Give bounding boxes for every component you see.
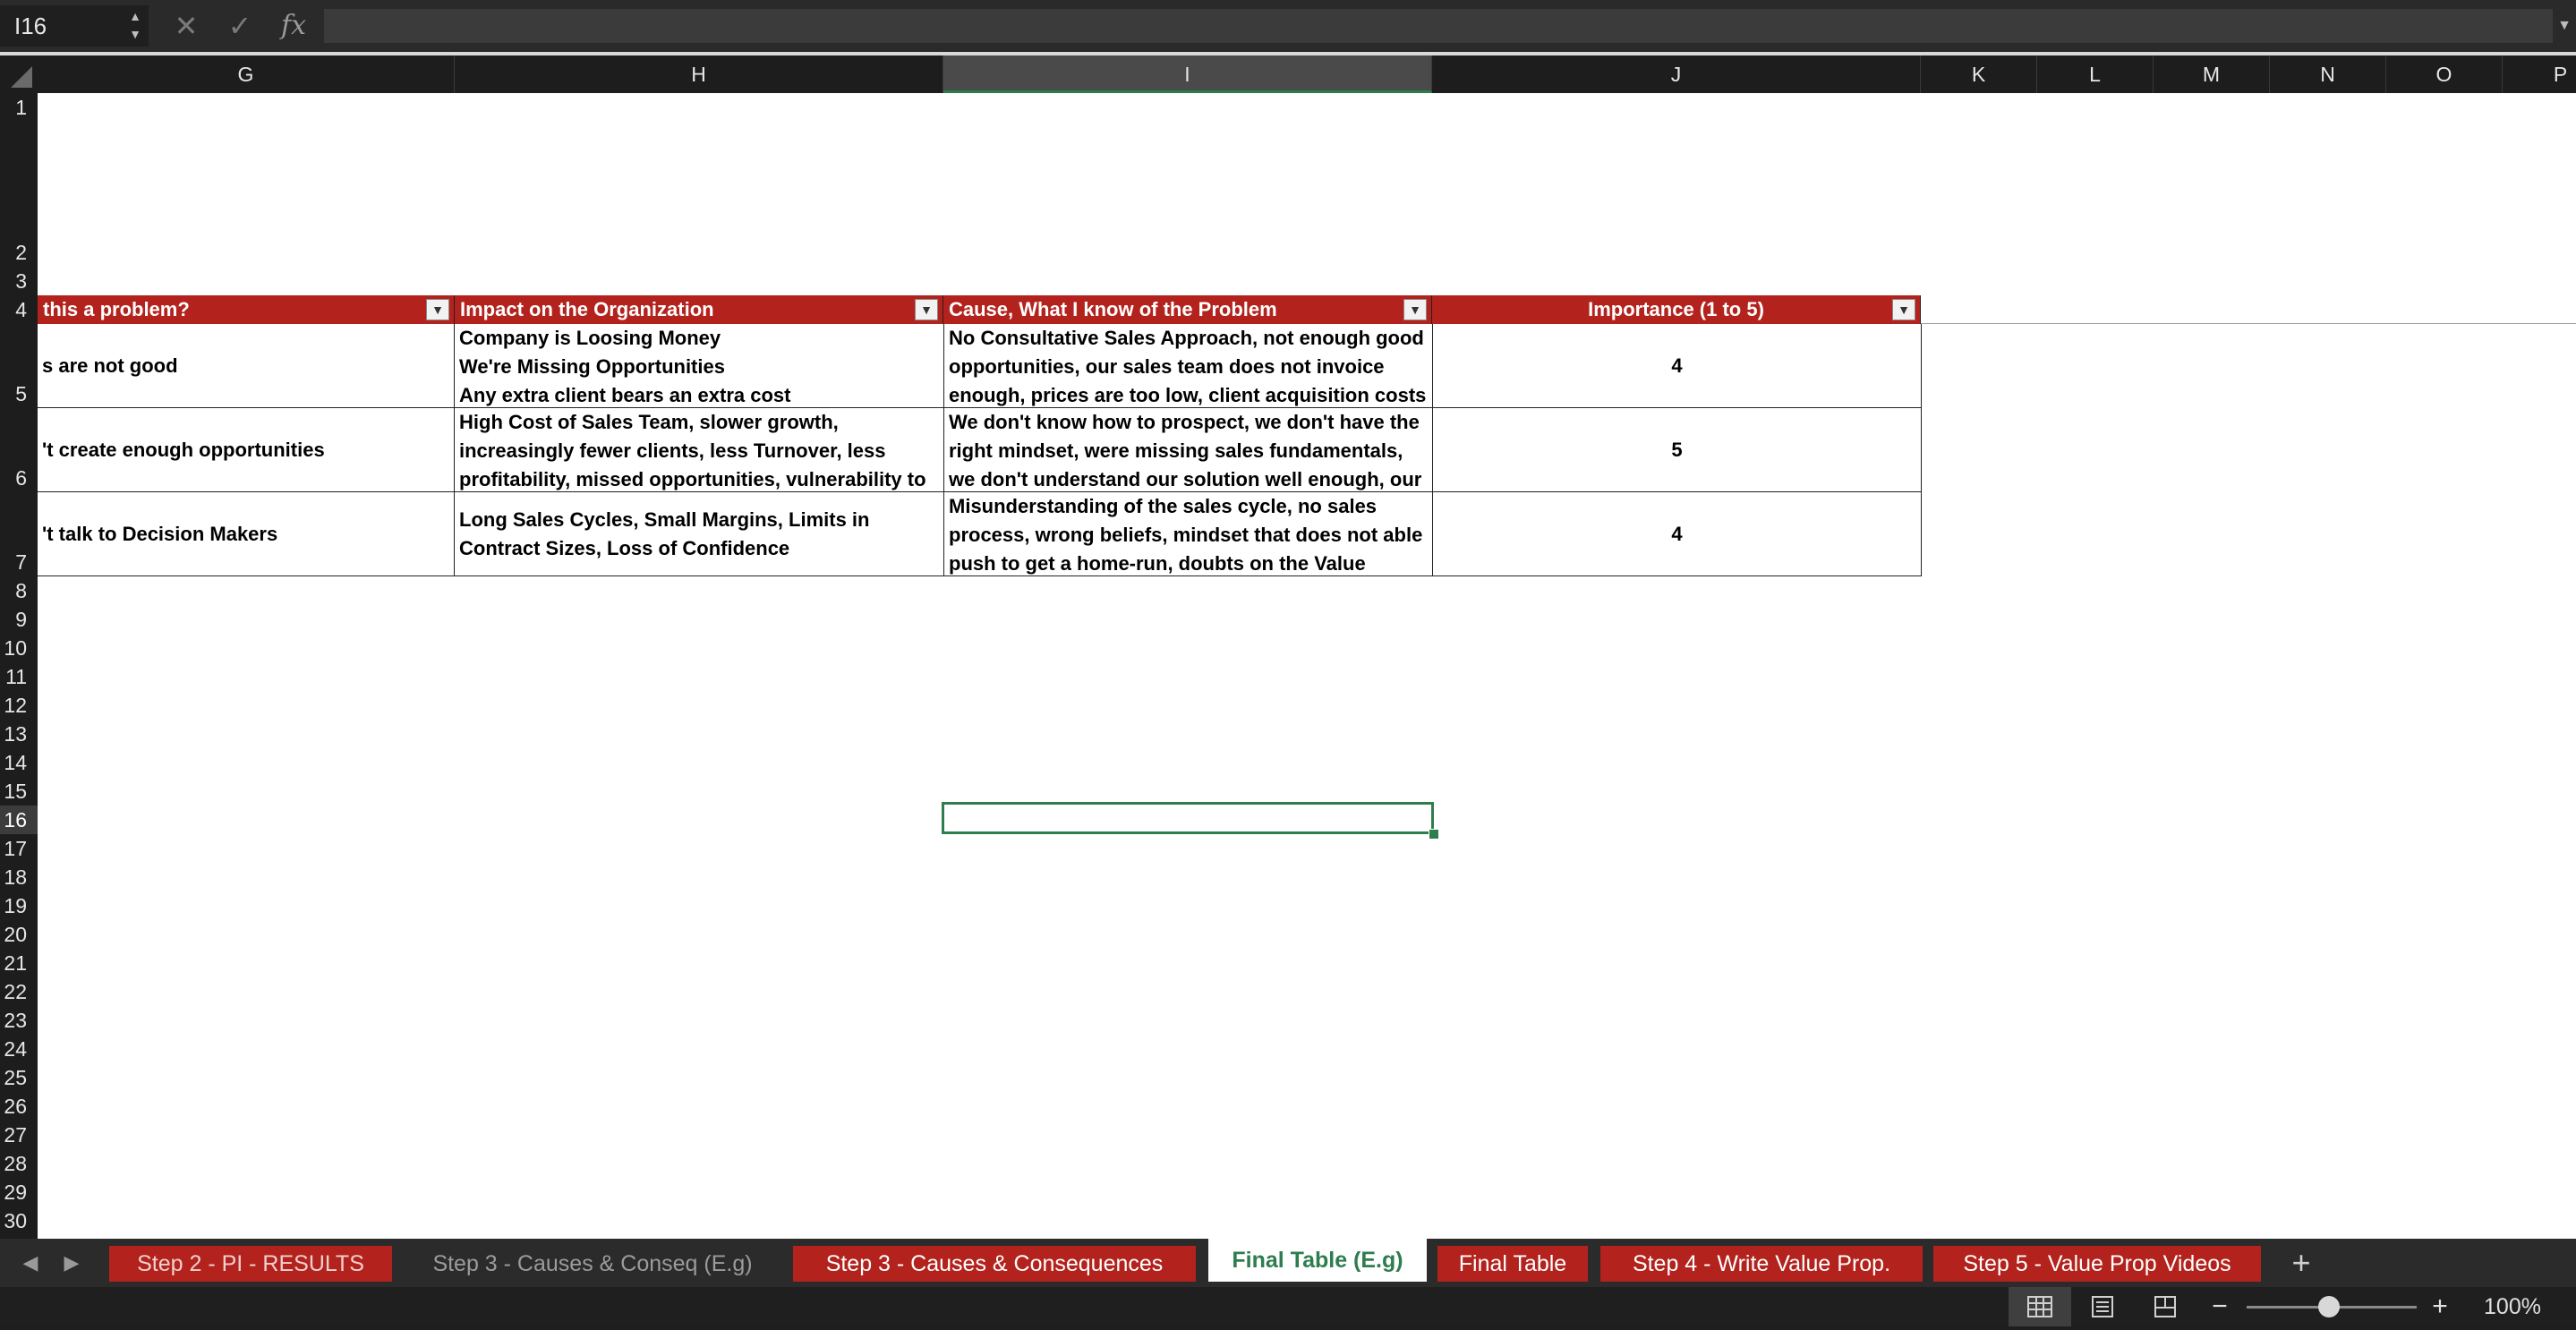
cell-text: Company is Loosing Money We're Missing Opportunities Any extra client bears an extra cost: [459, 327, 791, 406]
row-header[interactable]: 7: [15, 550, 27, 574]
row-header[interactable]: 26: [4, 1095, 27, 1118]
table-header-cell[interactable]: [943, 295, 1432, 324]
select-all-corner[interactable]: [0, 55, 38, 93]
cell-text: No Consultative Sales Approach, not enough good opportunities, our sales team does not invoice enough, prices are too low, client acquisition costs: [949, 327, 1427, 406]
row-header[interactable]: 24: [4, 1037, 27, 1061]
row-header[interactable]: 13: [4, 722, 27, 746]
column-header-o[interactable]: O: [2386, 55, 2503, 93]
table-header-cell[interactable]: [38, 295, 455, 324]
column-header-k[interactable]: K: [1921, 55, 2037, 93]
table-cell-problem[interactable]: [38, 324, 455, 408]
sheet-tab[interactable]: Final Table: [1437, 1246, 1588, 1282]
cell-text: We don't know how to prospect, we don't have the right mindset, were missing sales fundamentals, we don't understand our solution well enough, our: [949, 411, 1422, 490]
row-header[interactable]: 2: [15, 241, 27, 264]
column-header-g[interactable]: G: [38, 55, 455, 93]
table-cell-importance[interactable]: [1432, 492, 1922, 576]
fill-handle[interactable]: [1429, 829, 1439, 840]
page-layout-view-icon[interactable]: [2071, 1287, 2134, 1326]
table-header-cell[interactable]: [1432, 295, 1921, 324]
row-header[interactable]: 12: [4, 694, 27, 717]
cell-text: 5: [1671, 438, 1683, 461]
table-cell-problem[interactable]: [38, 492, 455, 576]
sheet-tab[interactable]: Step 3 - Causes & Consequences: [793, 1246, 1196, 1282]
column-header-j[interactable]: J: [1432, 55, 1921, 93]
table-cell-impact[interactable]: [454, 492, 944, 576]
name-box[interactable]: I16: [0, 5, 149, 47]
row-header[interactable]: 10: [4, 636, 27, 660]
row-header[interactable]: 22: [4, 980, 27, 1003]
enter-icon[interactable]: ✓: [227, 10, 252, 42]
cell-text: 't create enough opportunities: [42, 438, 325, 461]
column-header-i[interactable]: I: [943, 55, 1432, 93]
table-cell-importance[interactable]: [1432, 408, 1922, 492]
status-bar: [0, 1287, 2576, 1326]
cell-text: Misunderstanding of the sales cycle, no sales process, wrong beliefs, mindset that does not able push to get a home-run, doubts on the Value: [949, 495, 1423, 575]
row-header[interactable]: 3: [15, 269, 27, 293]
row-header-selected[interactable]: 16: [0, 806, 38, 834]
active-cell-selection[interactable]: [942, 802, 1434, 834]
table-cell-cause[interactable]: [943, 324, 1433, 408]
table-cell-cause[interactable]: [943, 492, 1433, 576]
filter-dropdown-icon[interactable]: ▼: [1892, 299, 1915, 320]
row-header[interactable]: 30: [4, 1209, 27, 1232]
table-header-label: this a problem?: [43, 298, 190, 320]
sheet-tab[interactable]: Step 2 - PI - RESULTS: [109, 1246, 392, 1282]
name-box-stepper-icon[interactable]: ▲ ▼: [129, 9, 141, 41]
column-header-h[interactable]: H: [455, 55, 943, 93]
column-header-n[interactable]: N: [2270, 55, 2386, 93]
sheet-tab[interactable]: Step 4 - Write Value Prop.: [1600, 1246, 1923, 1282]
row-header[interactable]: 18: [4, 865, 27, 889]
filter-dropdown-icon[interactable]: ▼: [1403, 299, 1427, 320]
row-header[interactable]: 11: [5, 665, 27, 688]
zoom-in-button[interactable]: +: [2432, 1292, 2448, 1321]
sheet-tab-active[interactable]: Final Table (E.g): [1208, 1239, 1427, 1282]
row-header[interactable]: 6: [15, 466, 27, 490]
worksheet-grid[interactable]: [0, 55, 2576, 1239]
cell-text: 't talk to Decision Makers: [42, 522, 278, 545]
table-cell-importance[interactable]: [1432, 324, 1922, 408]
zoom-level[interactable]: 100%: [2484, 1294, 2541, 1319]
fx-icon[interactable]: fx: [280, 10, 307, 41]
add-sheet-button[interactable]: +: [2291, 1244, 2311, 1281]
row-header[interactable]: 28: [4, 1152, 27, 1175]
cell-text: 4: [1671, 354, 1683, 377]
column-header-m[interactable]: M: [2154, 55, 2270, 93]
table-header-cell[interactable]: [455, 295, 943, 324]
cell-text: s are not good: [42, 354, 178, 377]
table-cell-impact[interactable]: [454, 324, 944, 408]
row-header[interactable]: 29: [4, 1181, 27, 1204]
row-header[interactable]: 1: [15, 96, 27, 119]
row-header[interactable]: 14: [4, 751, 27, 774]
tab-scroll-right-icon[interactable]: ▶: [64, 1251, 80, 1274]
table-cell-impact[interactable]: [454, 408, 944, 492]
formula-input[interactable]: [324, 9, 2553, 43]
table-cell-problem[interactable]: [38, 408, 455, 492]
table-header-label: Cause, What I know of the Problem: [949, 298, 1277, 320]
column-header-bar: [0, 55, 2576, 93]
row-header[interactable]: 5: [15, 382, 27, 405]
cell-text: Long Sales Cycles, Small Margins, Limits in Contract Sizes, Loss of Confidence: [459, 507, 870, 559]
cell-text: 4: [1671, 522, 1683, 545]
table-cell-cause[interactable]: [943, 408, 1433, 492]
row-header[interactable]: 27: [4, 1123, 27, 1147]
row-header[interactable]: 8: [15, 579, 27, 602]
normal-view-icon[interactable]: [2009, 1287, 2071, 1326]
row-header[interactable]: 17: [4, 837, 27, 860]
row-header[interactable]: 21: [4, 951, 27, 975]
filter-dropdown-icon[interactable]: ▼: [426, 299, 449, 320]
cancel-icon[interactable]: ✕: [174, 10, 199, 42]
table-header-label: Importance (1 to 5): [1588, 298, 1764, 320]
row-header[interactable]: 4: [15, 298, 27, 321]
row-header[interactable]: 20: [4, 923, 27, 946]
sheet-tab[interactable]: Step 5 - Value Prop Videos: [1933, 1246, 2261, 1282]
freeze-pane-line: [1921, 323, 2576, 324]
zoom-out-button[interactable]: −: [2212, 1292, 2228, 1321]
column-header-l[interactable]: L: [2037, 55, 2154, 93]
row-header[interactable]: 9: [15, 608, 27, 631]
filter-dropdown-icon[interactable]: ▼: [915, 299, 938, 320]
formula-expand-icon[interactable]: ▼: [2557, 18, 2572, 33]
column-header-p[interactable]: P: [2503, 55, 2576, 93]
table-header-label: Impact on the Organization: [460, 298, 714, 320]
tab-scroll-left-icon[interactable]: ◀: [22, 1251, 38, 1274]
row-header[interactable]: 25: [4, 1066, 27, 1089]
row-header[interactable]: 23: [4, 1009, 27, 1032]
row-header[interactable]: 15: [4, 780, 27, 803]
formula-bar: [0, 0, 2576, 52]
sheet-tab-bar: [0, 1239, 2576, 1287]
sheet-tab[interactable]: Step 3 - Causes & Conseq (E.g): [432, 1251, 753, 1276]
cell-text: High Cost of Sales Team, slower growth, increasingly fewer clients, less Turnover, less profitability, missed opportunities, vulnerability to: [459, 411, 926, 490]
zoom-slider-thumb[interactable]: [2318, 1296, 2340, 1317]
row-header[interactable]: 19: [4, 894, 27, 917]
page-break-view-icon[interactable]: [2134, 1287, 2196, 1326]
